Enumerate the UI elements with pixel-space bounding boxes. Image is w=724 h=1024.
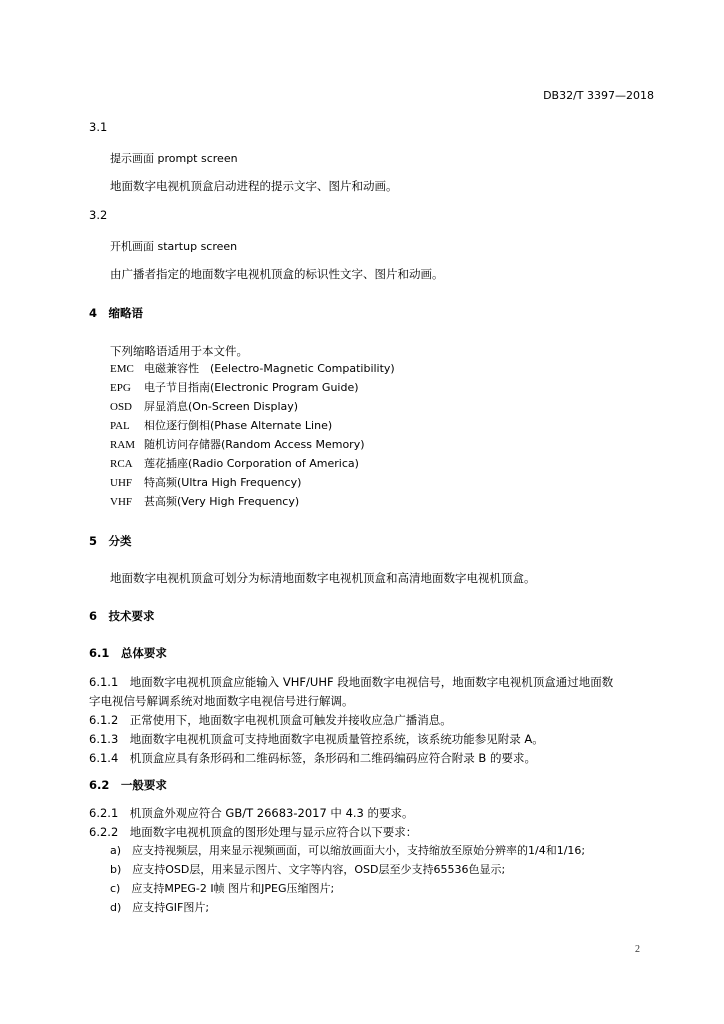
abbreviation-code: RCA	[110, 458, 133, 470]
term-number: 3.1	[89, 120, 108, 134]
abbreviation-item	[110, 399, 298, 415]
clause-text: 6.2.1 机顶盒外观应符合 GB/T 26683-2017 中 4.3 的要求。	[89, 806, 414, 820]
abbreviation-code: EMC	[110, 363, 134, 375]
page-number: 2	[635, 944, 640, 955]
abbreviation-code: OSD	[110, 401, 133, 413]
abbreviation-item	[110, 380, 359, 396]
term-name: 开机画面 startup screen	[110, 240, 238, 253]
abbreviation-code: PAL	[110, 420, 130, 432]
abbreviation-item	[110, 456, 359, 472]
abbreviation-text: 电子节目指南(Electronic Program Guide)	[144, 381, 359, 394]
clause-text: 6.2.2 地面数字电视机顶盒的图形处理与显示应符合以下要求：	[89, 825, 418, 839]
abbreviation-text: 相位逐行倒相(Phase Alternate Line)	[144, 419, 333, 432]
abbreviation-item	[110, 418, 332, 434]
abbreviation-item	[110, 361, 395, 377]
clause-text: 6.1.4 机顶盒应具有条形码和二维码标签，条形码和二维码编码应符合附录 B 的要求。	[89, 751, 536, 765]
abbreviation-text: 电磁兼容性 (Eelectro-Magnetic Compatibility)	[144, 362, 395, 375]
abbreviation-text: 随机访问存储器(Random Access Memory)	[144, 438, 365, 451]
term-number: 3.2	[89, 208, 108, 222]
subsection-heading: 6.1 总体要求	[89, 646, 167, 660]
subsection-heading: 6.2 一般要求	[89, 778, 167, 792]
section-heading: 4 缩略语	[89, 306, 144, 320]
clause-text: 6.1.1 地面数字电视机顶盒应能输入 VHF/UHF 段地面数字电视信号，地面数字电视机顶盒通过地面数	[89, 675, 614, 689]
abbreviation-code: EPG	[110, 382, 131, 394]
clause-text: 字电视信号解调系统对地面数字电视信号进行解调。	[89, 694, 354, 708]
section-heading: 5 分类	[89, 534, 132, 548]
abbreviation-code: RAM	[110, 439, 136, 451]
term-name: 提示画面 prompt screen	[110, 152, 238, 165]
abbreviation-code: UHF	[110, 477, 133, 489]
section-heading: 6 技术要求	[89, 609, 155, 623]
section-body: 地面数字电视机顶盒可划分为标清地面数字电视机顶盒和高清地面数字电视机顶盒。	[110, 571, 536, 585]
abbreviation-text: 特高频(Ultra High Frequency)	[144, 476, 302, 489]
abbreviation-text: 莲花插座(Radio Corporation of America)	[144, 457, 359, 470]
abbreviation-item	[110, 494, 299, 510]
list-item: d) 应支持GIF图片;	[110, 901, 210, 914]
abbreviation-code: VHF	[110, 496, 133, 508]
term-definition: 地面数字电视机顶盒启动进程的提示文字、图片和动画。	[110, 179, 398, 193]
abbreviation-item	[110, 437, 365, 453]
abbreviation-text: 甚高频(Very High Frequency)	[144, 495, 300, 508]
list-item: c) 应支持MPEG-2 I帧 图片和JPEG压缩图片;	[110, 882, 335, 895]
abbreviation-item	[110, 475, 301, 491]
document-number: DB32/T 3397—2018	[543, 89, 654, 102]
abbreviation-text: 屏显消息(On-Screen Display)	[144, 400, 299, 413]
list-item: b) 应支持OSD层，用来显示图片、文字等内容，OSD层至少支持65536色显示;	[110, 863, 506, 876]
clause-text: 6.1.3 地面数字电视机顶盒可支持地面数字电视质量管控系统，该系统功能参见附录 A。	[89, 732, 544, 746]
section-intro: 下列缩略语适用于本文件。	[110, 344, 248, 358]
list-item: a) 应支持视频层，用来显示视频画面，可以缩放画面大小，支持缩放至原始分辨率的1/4和1/16;	[110, 844, 586, 857]
term-definition: 由广播者指定的地面数字电视机顶盒的标识性文字、图片和动画。	[110, 267, 444, 281]
clause-text: 6.1.2 正常使用下，地面数字电视机顶盒可触发并接收应急广播消息。	[89, 713, 452, 727]
